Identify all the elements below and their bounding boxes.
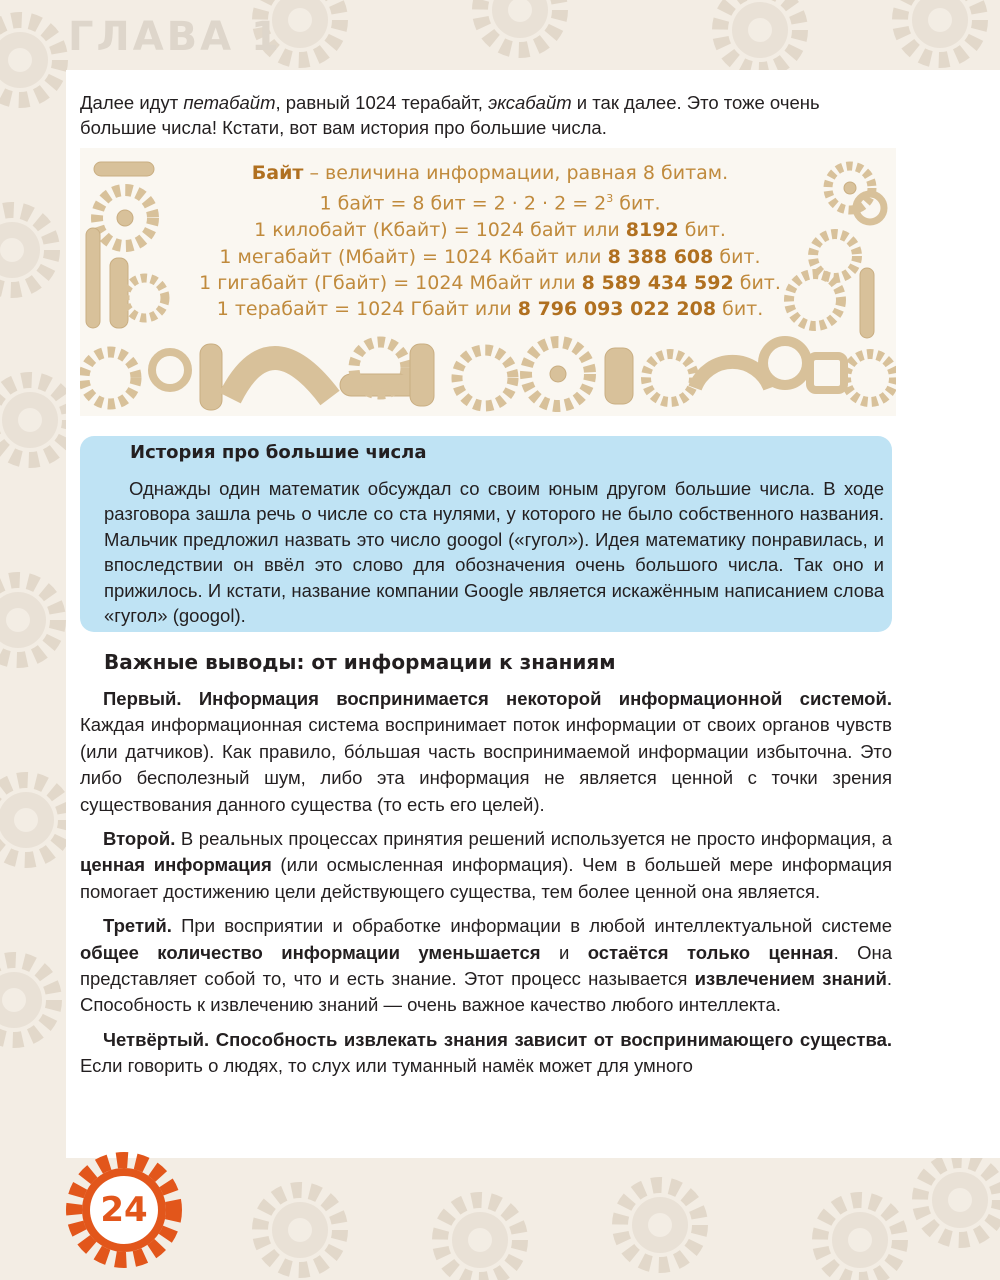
unit-line-byte-exponent: 3 [606, 192, 614, 206]
conclusion-third-text-4: . Способность к извлечению знаний — очень важное качество любого интеллекта. [80, 968, 892, 1016]
intro-term-exabyte: эксабайт [488, 92, 572, 113]
conclusion-first-lead: Первый. Информация воспринимается некоторой информационной системой. [103, 688, 892, 709]
conclusion-first [80, 686, 892, 818]
unit-line-terabyte-suffix: бит. [716, 298, 764, 321]
conclusion-second [80, 826, 892, 905]
intro-text-2: , равный 1024 терабайт, [275, 92, 489, 113]
byte-def-text: – величина информации, равная 8 битам. [303, 162, 729, 184]
unit-line-megabyte-text: 1 мегабайт (Мбайт) = 1024 Кбайт или [219, 245, 608, 268]
unit-line-byte [170, 186, 810, 217]
page-number: 24 [100, 1190, 148, 1230]
unit-line-kilobyte-text: 1 килобайт (Кбайт) = 1024 байт или [254, 219, 626, 242]
conclusion-third-text-1: При восприятии и обработке информации в любой интеллектуальной системе [171, 915, 892, 937]
unit-line-kilobyte-suffix: бит. [678, 219, 726, 242]
conclusion-first-text: Каждая информационная система воспринимает поток информации от своих органов чувств (или датчиков). Как правило, бо́льшая часть воспринимаемой информации избыточна. Это либо бесполезный шум, либо эта информация не является ценной с точки зрения существования данного существа (то есть его целей). [80, 714, 892, 815]
intro-paragraph [80, 90, 900, 140]
unit-line-gigabyte-text: 1 гигабайт (Гбайт) = 1024 Мбайт или [199, 271, 582, 294]
unit-line-megabyte-suffix: бит. [713, 245, 761, 268]
unit-line-byte-suffix: бит. [613, 192, 661, 215]
conclusion-third-term-3: извлечением знаний [694, 968, 887, 990]
conclusion-second-term: ценная информация [80, 854, 272, 876]
conclusion-third [80, 913, 892, 1019]
unit-line-kilobyte-bits: 8192 [625, 219, 679, 242]
byte-units-box [170, 160, 810, 323]
conclusion-second-text-1: В реальных процессах принятия решений используется не просто информация, а [175, 828, 892, 850]
conclusion-fourth-lead: Четвёртый. Способность извлекать знания зависит от воспринимающего существа. [103, 1028, 892, 1050]
story-title: История про большие числа [130, 442, 427, 463]
unit-line-gigabyte-bits: 8 589 434 592 [581, 271, 734, 294]
conclusion-second-lead: Второй. [103, 828, 176, 850]
unit-line-gigabyte-suffix: бит. [733, 271, 781, 294]
story-text: Однажды один математик обсуждал со своим юным другом большие числа. В ходе разговора зашла речь о числе со ста нулями, у которого не было собственного названия. Мальчик предложил назвать это число googol («гугол»). Идея математику понравилась, и впоследствии он ввёл это слово для обозначения очень большого числа. Так оно и прижилось. И кстати, название компании Google является искажённым написанием слова «гугол» (googol). [104, 478, 884, 627]
conclusion-third-lead: Третий. [103, 915, 172, 937]
conclusion-third-text-3: . Она представляет собой то, что и есть знание. Этот процесс называется [80, 941, 892, 990]
unit-line-gigabyte [170, 270, 810, 296]
chapter-heading: ГЛАВА 1 [68, 14, 282, 60]
unit-line-byte-text: 1 байт = 8 бит = 2 · 2 · 2 = 2 [319, 192, 607, 215]
conclusion-third-term-2: остаётся только ценная [587, 941, 834, 963]
unit-line-terabyte [170, 296, 810, 322]
unit-line-kilobyte [170, 217, 810, 243]
conclusion-third-text-2: и [540, 941, 588, 963]
unit-line-terabyte-text: 1 терабайт = 1024 Гбайт или [216, 298, 518, 321]
intro-term-petabyte: петабайт [183, 92, 276, 113]
intro-text-3: и так далее. Это тоже очень большие числа! Кстати, вот вам история про большие числа. [80, 92, 820, 138]
conclusions-body [80, 686, 892, 1080]
unit-line-megabyte-bits: 8 388 608 [607, 245, 714, 268]
unit-line-megabyte [170, 244, 810, 270]
story-callout-box [80, 436, 892, 632]
page-number-badge [64, 1150, 184, 1270]
section-title: Важные выводы: от информации к знаниям [104, 650, 616, 674]
unit-line-terabyte-bits: 8 796 093 022 208 [517, 298, 717, 321]
conclusion-fourth-text: Если говорить о людях, то слух или туманный намёк может для умного [80, 1055, 693, 1077]
conclusion-fourth [80, 1027, 892, 1080]
conclusion-third-term-1: общее количество информации уменьшается [80, 941, 541, 963]
byte-definition [170, 160, 810, 186]
intro-text-1: Далее идут [80, 92, 184, 113]
conclusion-second-text-2: (или осмысленная информация). Чем в большей мере информация помогает достижению цели действующего существа, тем более ценной она является. [80, 854, 892, 902]
byte-term: Байт [251, 162, 304, 184]
